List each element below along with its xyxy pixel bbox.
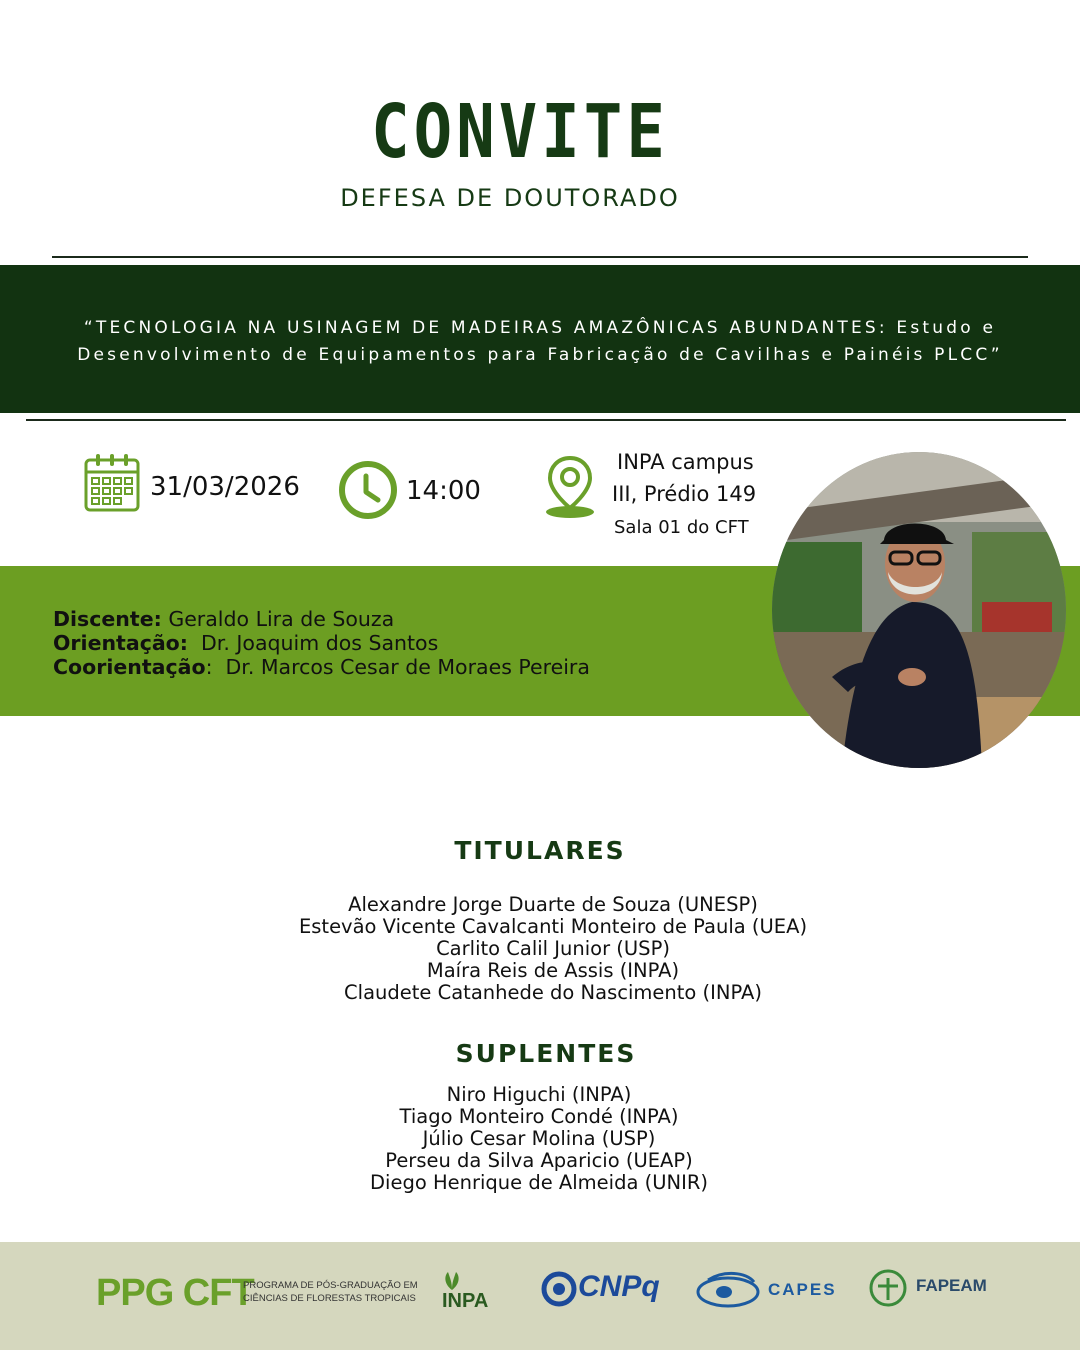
page-title: CONVITE [371, 90, 669, 176]
ppgcft-name [243, 1279, 418, 1305]
list-item: Estevão Vicente Cavalcanti Monteiro de Paula (UEA) [298, 915, 808, 938]
thesis-title-line2: Desenvolvimento de Equipamentos para Fabricação de Cavilhas e Painéis PLCC” [77, 345, 1003, 365]
discente-row [53, 607, 394, 631]
list-item: Carlito Calil Junior (USP) [436, 937, 670, 960]
coorientacao-value: : Dr. Marcos Cesar de Moraes Pereira [205, 655, 590, 679]
list-item: Júlio Cesar Molina (USP) [422, 1127, 656, 1150]
suplentes-heading: SUPLENTES [455, 1039, 637, 1068]
event-time: 14:00 [406, 476, 481, 506]
inpa-leaf-icon [440, 1270, 464, 1292]
ppgcft-logo: PPG CFT [96, 1272, 254, 1314]
footer-logos [0, 1242, 1080, 1350]
clock-icon [338, 460, 398, 520]
list-item: Niro Higuchi (INPA) [446, 1083, 632, 1106]
capes-emblem-icon [694, 1268, 762, 1312]
inpa-logo: INPA [442, 1290, 489, 1312]
coorientacao-label: Coorientação [53, 655, 206, 679]
titulares-heading: TITULARES [454, 836, 626, 865]
list-item: Tiago Monteiro Condé (INPA) [399, 1105, 679, 1128]
thesis-title-line1: “TECNOLOGIA NA USINAGEM DE MADEIRAS AMAZÔNICAS ABUNDANTES: Estudo e [83, 318, 997, 338]
cnpq-emblem-icon [540, 1270, 578, 1308]
orientacao-label: Orientação: [53, 631, 188, 655]
divider-middle [26, 419, 1066, 421]
list-item: Perseu da Silva Aparicio (UEAP) [385, 1149, 693, 1172]
location-line1: INPA campus [617, 450, 754, 474]
ppgcft-name-line2: CIÊNCIAS DE FLORESTAS TROPICAIS [243, 1293, 416, 1304]
fapeam-logo: FAPEAM [916, 1276, 987, 1295]
list-item: Maíra Reis de Assis (INPA) [426, 959, 680, 982]
list-item: Diego Henrique de Almeida (UNIR) [370, 1171, 708, 1194]
discente-value: Geraldo Lira de Souza [161, 607, 395, 631]
cnpq-logo: CNPq [578, 1270, 660, 1303]
event-date: 31/03/2026 [150, 472, 300, 502]
list-item: Claudete Catanhede do Nascimento (INPA) [344, 981, 762, 1004]
orientacao-value: Dr. Joaquim dos Santos [187, 631, 439, 655]
discente-label: Discente: [53, 607, 162, 631]
orientacao-row [53, 631, 438, 655]
location-pin-icon [544, 454, 600, 520]
divider-top [52, 256, 1028, 258]
coorientacao-row [53, 655, 590, 679]
calendar-icon [84, 452, 140, 512]
list-item: Alexandre Jorge Duarte de Souza (UNESP) [348, 893, 758, 916]
fapeam-emblem-icon [864, 1268, 912, 1310]
page-subtitle: DEFESA DE DOUTORADO [340, 184, 680, 212]
candidate-photo [772, 452, 1066, 768]
location-line2: III, Prédio 149 [612, 482, 757, 506]
thesis-title [34, 315, 1046, 369]
location-line3: Sala 01 do CFT [614, 517, 749, 538]
ppgcft-name-line1: PROGRAMA DE PÓS-GRADUAÇÃO EM [243, 1280, 418, 1291]
capes-logo: CAPES [768, 1280, 837, 1299]
